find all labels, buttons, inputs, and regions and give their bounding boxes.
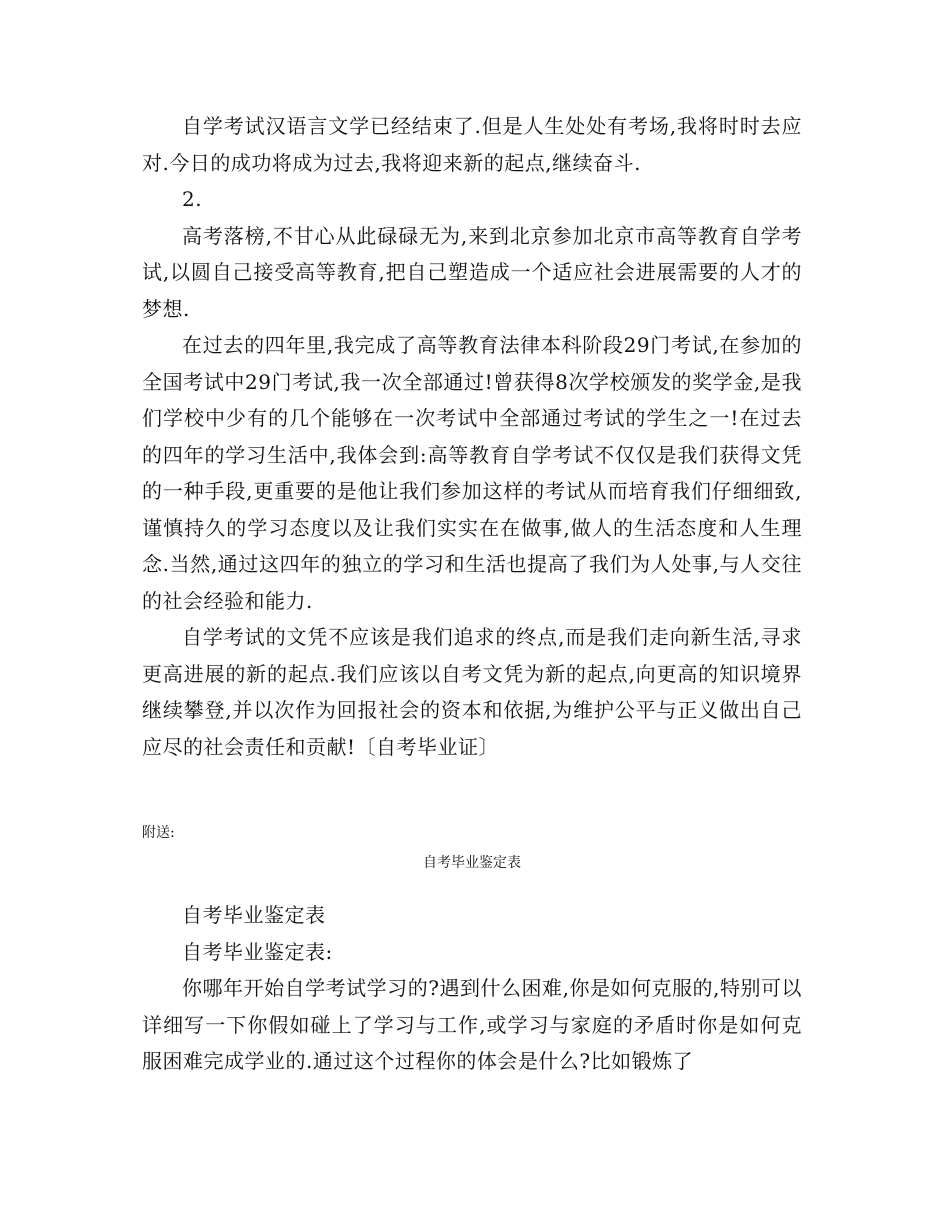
paragraph-outlook: 自学考试的文凭不应该是我们追求的终点,而是我们走向新生活,寻求更高进展的新的起点.我们应该以自考文凭为新的起点,向更高的知识境界继续攀登,并以次作为回报社会的资本和依据,为维护公平与正义做出自己应尽的社会责任和贡献!〔自考毕业证〕 [142, 625, 802, 759]
appendix-title: 自考毕业鉴定表 [423, 855, 521, 871]
appendix-heading: 自考毕业鉴定表 [182, 903, 326, 927]
appendix-subheading: 自考毕业鉴定表: [182, 939, 333, 964]
section-number: 2. [182, 187, 203, 211]
document-page [142, 108, 802, 1080]
spacer [142, 765, 802, 823]
appendix-label: 附送: [142, 825, 175, 841]
appendix-paragraph: 你哪年开始自学考试学习的?遇到什么困难,你是如何克服的,特别可以详细写一下你假如碰上了学习与工作,或学习与家庭的矛盾时你是如何克服困难完成学业的.通过这个过程你的体会是什么?比如锻炼了 [142, 976, 802, 1073]
paragraph-intro: 高考落榜,不甘心从此碌碌无为,来到北京参加北京市高等教育自学考试,以圆自己接受高等教育,把自己塑造成一个适应社会进展需要的人才的梦想. [142, 223, 802, 321]
paragraph-conclusion: 自学考试汉语言文学已经结束了.但是人生处处有考场,我将时时去应对.今日的成功将成为过去,我将迎来新的起点,继续奋斗. [142, 114, 802, 175]
paragraph-achievements: 在过去的四年里,我完成了高等教育法律本科阶段29门考试,在参加的全国考试中29门考试,我一次全部通过!曾获得8次学校颁发的奖学金,是我们学校中少有的几个能够在一次考试中全部通过考试的学生之一!在过去的四年的学习生活中,我体会到:高等教育自学考试不仅仅是我们获得文凭的一种手段,更重要的是他让我们参加这样的考试从而培育我们仔细细致,谨慎持久的学习态度以及让我们实实在在做事,做人的生活态度和人生理念.当然,通过这四年的独立的学习和生活也提高了我们为人处事,与人交往的社会经验和能力. [142, 333, 802, 613]
